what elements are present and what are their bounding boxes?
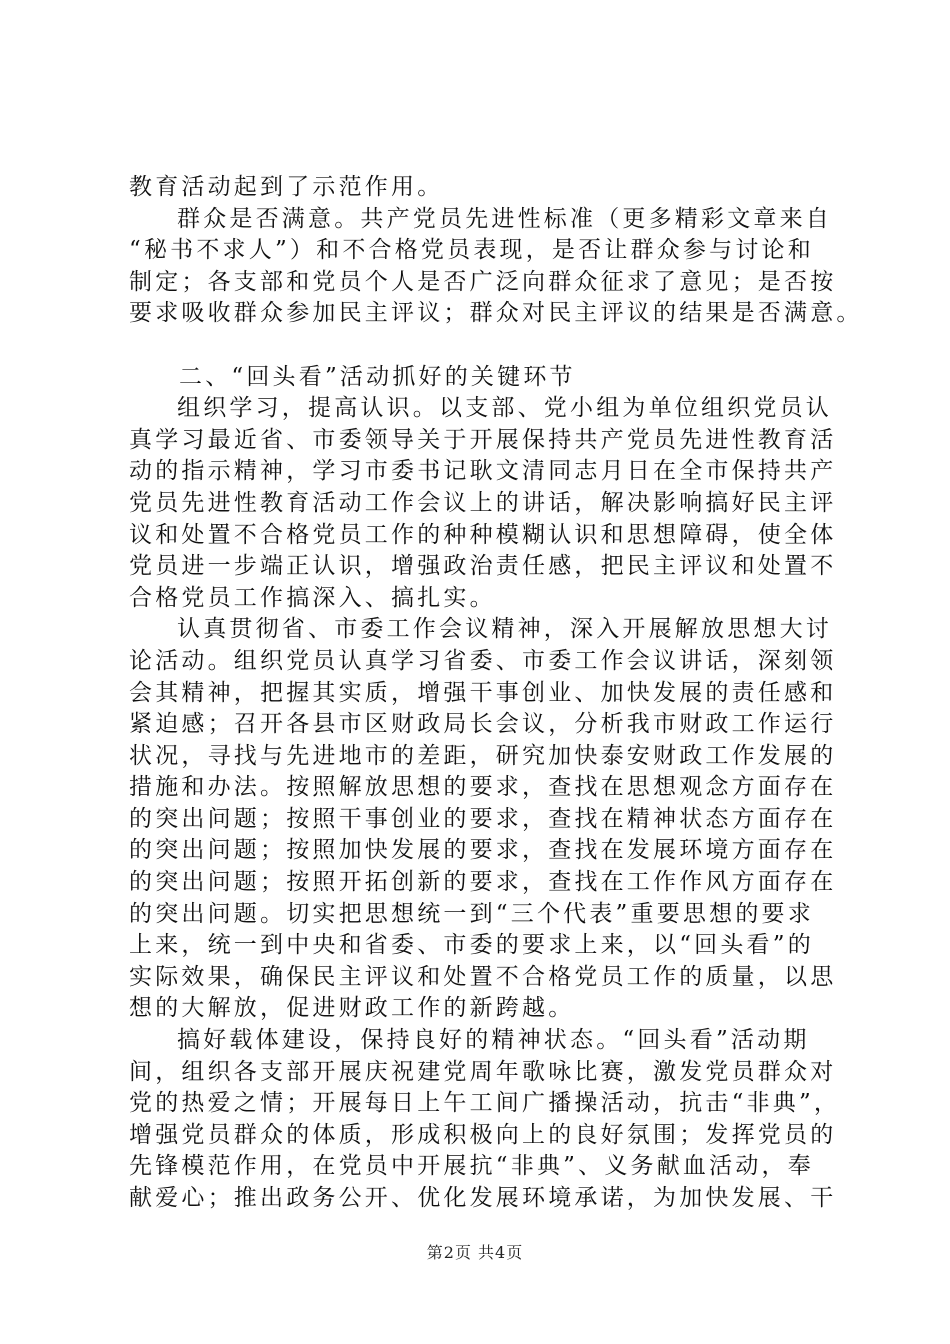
text-line: 增强党员群众的体质，形成积极向上的良好氛围；发挥党员的	[129, 1121, 837, 1148]
text-line: 真学习最近省、市委领导关于开展保持共产党员先进性教育活	[129, 426, 837, 453]
text-line: 的突出问题；按照干事创业的要求，查找在精神状态方面存在	[129, 805, 837, 832]
text-line: “秘书不求人”）和不合格党员表现，是否让群众参与讨论和	[129, 237, 814, 264]
document-body	[129, 172, 863, 1215]
text-line: 议和处置不合格党员工作的种种模糊认识和思想障碍，使全体	[129, 521, 837, 548]
paragraph-start: 群众是否满意。共产党员先进性标准（更多精彩文章来自	[177, 205, 832, 232]
section-heading: 二、“回头看”活动抓好的关键环节	[179, 363, 576, 390]
text-line: 紧迫感；召开各县市区财政局长会议，分析我市财政工作运行	[129, 711, 837, 738]
text-line: 的突出问题；按照加快发展的要求，查找在发展环境方面存在	[129, 837, 837, 864]
text-line: 制定；各支部和党员个人是否广泛向群众征求了意见；是否按	[129, 268, 837, 295]
text-line: 论活动。组织党员认真学习省委、市委工作会议讲话，深刻领	[129, 647, 837, 674]
text-line: 上来，统一到中央和省委、市委的要求上来，以“回头看”的	[129, 932, 814, 959]
text-line: 要求吸收群众参加民主评议；群众对民主评议的结果是否满意。	[129, 300, 863, 327]
text-line: 先锋模范作用，在党员中开展抗“非典”、义务献血活动，奉	[129, 1153, 814, 1180]
text-line: 会其精神，把握其实质，增强干事创业、加快发展的责任感和	[129, 679, 837, 706]
text-line: 的突出问题。切实把思想统一到“三个代表”重要思想的要求	[129, 900, 814, 927]
paragraph-start: 认真贯彻省、市委工作会议精神，深入开展解放思想大讨	[177, 616, 832, 643]
text-line: 党的热爱之情；开展每日上午工间广播操活动，抗击“非典”，	[129, 1090, 841, 1117]
text-line: 教育活动起到了示范作用。	[129, 174, 444, 200]
text-line: 献爱心；推出政务公开、优化发展环境承诺，为加快发展、干	[129, 1185, 837, 1211]
page-number-footer: 第2页 共4页	[426, 1243, 524, 1262]
paragraph-start: 组织学习，提高认识。以支部、党小组为单位组织党员认	[177, 395, 832, 422]
paragraph-gap	[129, 330, 829, 362]
paragraph-start: 搞好载体建设，保持良好的精神状态。“回头看”活动期	[177, 1027, 810, 1054]
text-line: 动的指示精神，学习市委书记耿文清同志月日在全市保持共产	[129, 458, 837, 485]
text-line: 实际效果，确保民主评议和处置不合格党员工作的质量，以思	[129, 963, 837, 990]
text-line: 合格党员工作搞深入、搞扎实。	[129, 584, 496, 611]
text-line: 党员进一步端正认识，增强政治责任感，把民主评议和处置不	[129, 553, 837, 580]
text-line: 措施和办法。按照解放思想的要求，查找在思想观念方面存在	[129, 774, 837, 801]
text-line: 间，组织各支部开展庆祝建党周年歌咏比赛，激发党员群众对	[129, 1058, 837, 1085]
text-line: 的突出问题；按照开拓创新的要求，查找在工作作风方面存在	[129, 869, 837, 896]
text-line: 想的大解放，促进财政工作的新跨越。	[129, 995, 575, 1022]
text-line: 状况，寻找与先进地市的差距，研究加快泰安财政工作发展的	[129, 742, 837, 769]
text-line: 党员先进性教育活动工作会议上的讲话，解决影响搞好民主评	[129, 489, 837, 516]
